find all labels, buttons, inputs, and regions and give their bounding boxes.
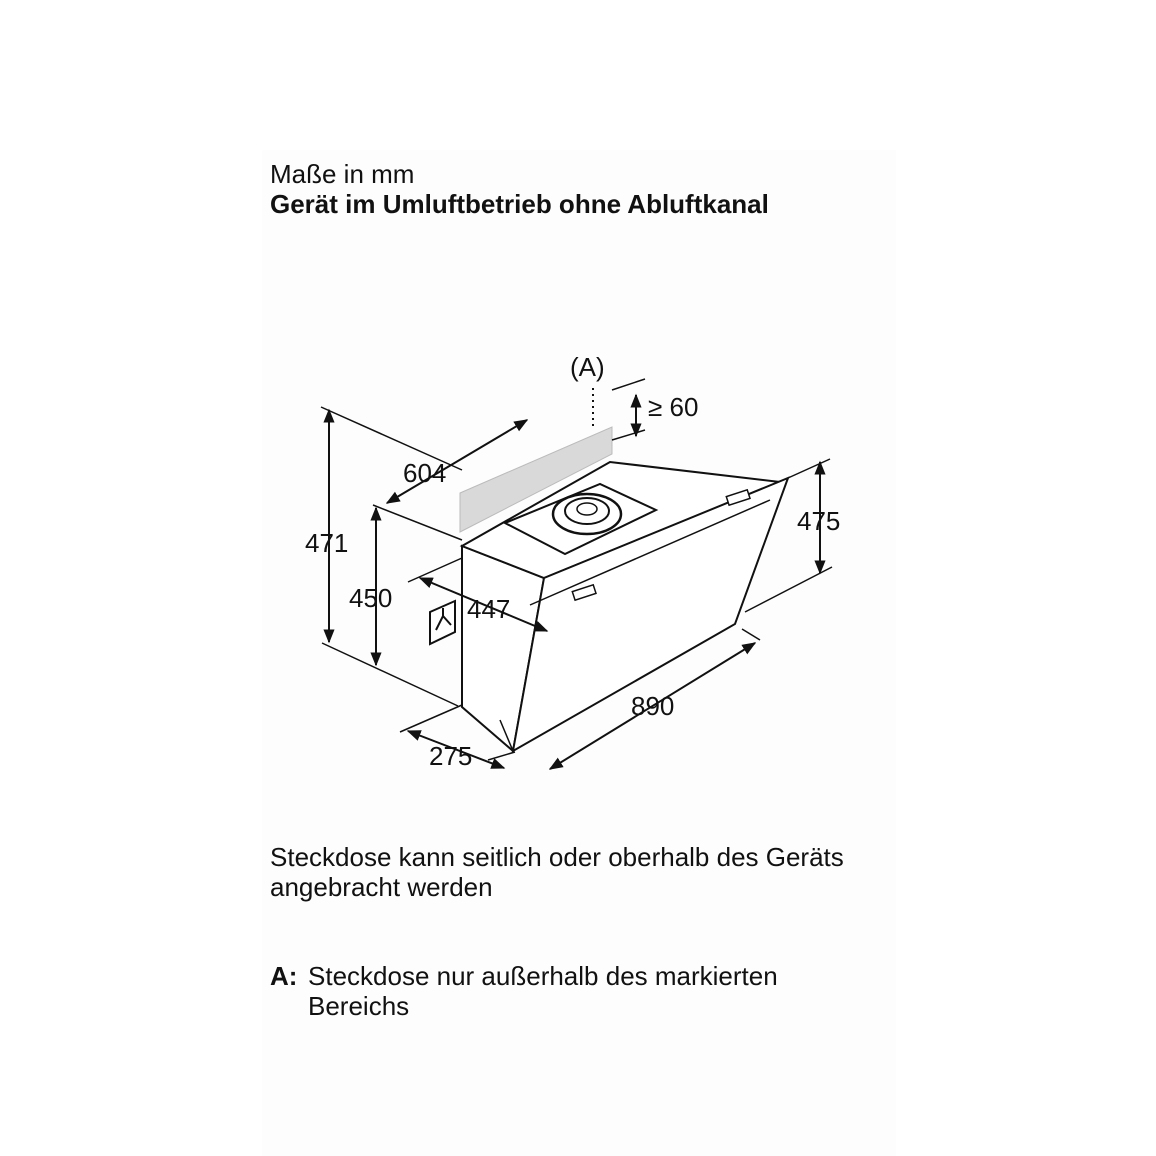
- dim-label-475: 475: [797, 506, 841, 536]
- legend-key: A:: [270, 961, 298, 991]
- dim-label-450: 450: [349, 583, 393, 613]
- marker-label: (A): [570, 352, 605, 382]
- dim-label-471: 471: [305, 528, 349, 558]
- installation-note: Steckdose kann seitlich oder oberhalb des Geräts angebracht werden: [270, 842, 844, 902]
- dim-label-604: 604: [403, 458, 447, 488]
- fan-hub: [577, 503, 597, 515]
- units-caption: Maße in mm: [270, 159, 415, 189]
- dim-label-clearance: ≥ 60: [648, 392, 699, 422]
- socket-symbol: [430, 601, 455, 644]
- dim-label-275: 275: [429, 741, 473, 771]
- dim-label-447: 447: [467, 594, 511, 624]
- legend-text: Steckdose nur außerhalb des markierten Bereichs: [308, 961, 778, 1021]
- page-title: Gerät im Umluftbetrieb ohne Abluftkanal: [270, 189, 769, 219]
- dim-label-890: 890: [631, 691, 675, 721]
